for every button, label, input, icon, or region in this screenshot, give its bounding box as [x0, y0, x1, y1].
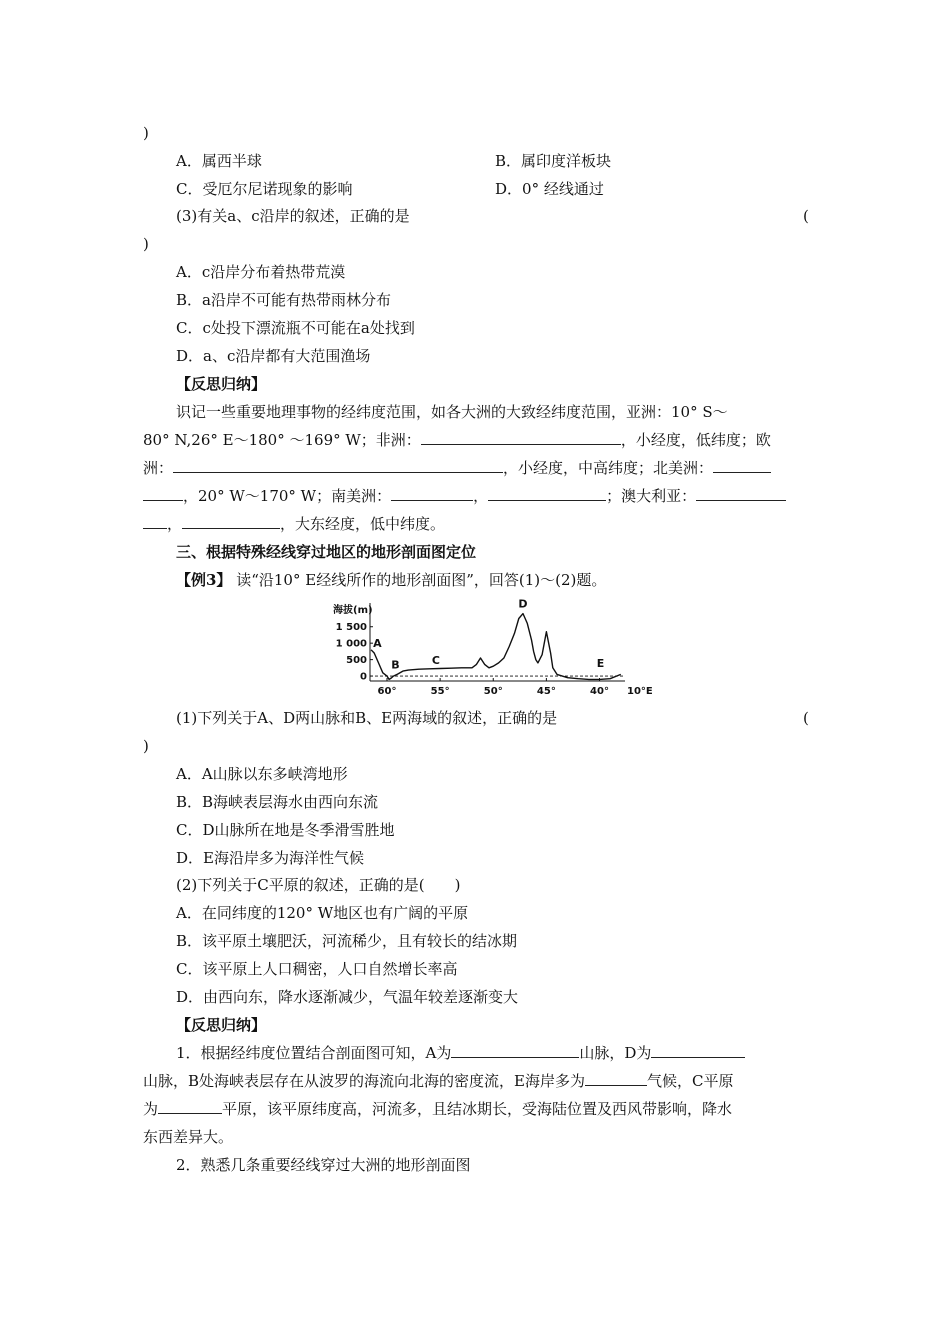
point-label-b: B [391, 658, 400, 672]
paragraph-line [143, 486, 786, 506]
option-d: D．由西向东，降水逐渐减少，气温年较差逐渐变大 [176, 988, 519, 1006]
paragraph-line: 识记一些重要地理事物的经纬度范围，如各大洲的大致经纬度范围，亚洲：10° S～ [176, 403, 728, 421]
option-d: D．E海沿岸多为海洋性气候 [176, 849, 364, 867]
fill-blank[interactable] [421, 430, 621, 445]
paragraph-line [176, 1043, 745, 1063]
paragraph-line [143, 1071, 733, 1091]
fill-blank[interactable] [488, 486, 606, 501]
text: 山脉，D为 [579, 1044, 652, 1062]
open-paren: ( [803, 709, 809, 727]
x-tick-label: 45° [536, 686, 556, 697]
text: ， [473, 487, 489, 505]
paragraph-line [143, 514, 445, 534]
y-tick-label: 1 000 [335, 638, 367, 650]
option-b: B．该平原土壤肥沃，河流稀少，且有较长的结冰期 [176, 932, 518, 950]
option-c: C．该平原上人口稠密，人口自然增长率高 [176, 960, 458, 978]
option-b: B．a沿岸不可能有热带雨林分布 [176, 291, 391, 309]
close-paren: ) [143, 737, 149, 755]
paragraph-line [143, 430, 771, 450]
fill-blank[interactable] [651, 1043, 745, 1058]
fill-blank[interactable] [696, 486, 786, 501]
terrain-profile-line [371, 614, 621, 680]
y-axis-label: 海拔(m) [333, 605, 373, 616]
fill-blank[interactable] [182, 514, 280, 529]
fill-blank[interactable] [173, 458, 503, 473]
section-heading: 【反思归纳】 [176, 375, 267, 393]
example-tag: 【例3】 [176, 571, 232, 589]
text: ，小经度，低纬度；欧 [620, 431, 771, 449]
open-paren: ( [803, 207, 809, 225]
terrain-profile-chart [325, 593, 660, 701]
text: ，20° W～170° W；南美洲： [183, 487, 392, 505]
x-axis-end-label: 10°E [627, 686, 653, 697]
fill-blank[interactable] [451, 1043, 579, 1058]
text: ， [167, 515, 183, 533]
fill-blank[interactable] [143, 514, 167, 529]
fill-blank[interactable] [158, 1099, 222, 1114]
text: 洲： [143, 459, 174, 477]
fill-blank[interactable] [391, 486, 473, 501]
question-stem: (3)有关a、c沿岸的叙述，正确的是 [176, 207, 410, 225]
option-a: A．在同纬度的120° W地区也有广阔的平原 [176, 904, 469, 922]
fill-blank[interactable] [143, 486, 183, 501]
x-tick-label: 55° [430, 686, 450, 697]
example-text: 读“沿10° E经线所作的地形剖面图”，回答(1)～(2)题。 [236, 571, 607, 589]
text: 山脉，B处海峡表层存在从波罗的海流向北海的密度流，E海岸多为 [143, 1072, 585, 1090]
point-label-c: C [431, 654, 440, 668]
question-stem: (2)下列关于C平原的叙述，正确的是( ) [176, 876, 461, 894]
paragraph-line [143, 458, 771, 478]
section-heading: 【反思归纳】 [176, 1016, 267, 1034]
point-label-d: D [518, 597, 528, 611]
section-title: 三、根据特殊经线穿过地区的地形剖面图定位 [176, 543, 477, 561]
paragraph-line: 东西差异大。 [143, 1128, 234, 1146]
x-tick-label: 50° [483, 686, 503, 697]
text: 平原，该平原纬度高，河流多，且结冰期长，受海陆位置及西风带影响，降水 [222, 1100, 733, 1118]
option-a: A．属西半球 [176, 152, 262, 170]
y-tick-label: 0 [360, 671, 367, 683]
fill-blank[interactable] [713, 458, 771, 473]
point-label-a: A [373, 637, 382, 651]
x-tick-label: 40° [590, 686, 609, 697]
paragraph-line: 2．熟悉几条重要经线穿过大洲的地形剖面图 [176, 1156, 471, 1174]
text: ，小经度，中高纬度；北美洲： [503, 459, 714, 477]
text: ，大东经度，低中纬度。 [280, 515, 446, 533]
y-tick-label: 500 [346, 655, 367, 667]
fill-blank[interactable] [585, 1071, 647, 1086]
option-c: C．受厄尔尼诺现象的影响 [176, 180, 353, 198]
option-a: A．A山脉以东多峡湾地形 [176, 765, 348, 783]
text: 1．根据经纬度位置结合剖面图可知，A为 [176, 1044, 452, 1062]
option-d: D．a、c沿岸都有大范围渔场 [176, 347, 371, 365]
option-b: B．属印度洋板块 [495, 152, 612, 170]
x-tick-label: 60° [377, 686, 397, 697]
text: 80° N,26° E～180° ～169° W；非洲： [143, 431, 421, 449]
option-b: B．B海峡表层海水由西向东流 [176, 793, 379, 811]
text: ；澳大利亚： [606, 487, 697, 505]
text: 为 [143, 1100, 159, 1118]
option-c: C．c处投下漂流瓶不可能在a处找到 [176, 319, 415, 337]
example-prompt [176, 570, 606, 590]
option-c: C．D山脉所在地是冬季滑雪胜地 [176, 821, 395, 839]
close-paren: ) [143, 235, 149, 253]
text: 气候，C平原 [646, 1072, 734, 1090]
question-stem: (1)下列关于A、D两山脉和B、E两海域的叙述，正确的是 [176, 709, 558, 727]
paragraph-line [143, 1099, 732, 1119]
option-d: D．0° 经线通过 [495, 180, 604, 198]
close-paren: ) [143, 124, 149, 142]
option-a: A．c沿岸分布着热带荒漠 [176, 263, 346, 281]
y-tick-label: 1 500 [335, 622, 367, 634]
point-label-e: E [596, 656, 605, 670]
